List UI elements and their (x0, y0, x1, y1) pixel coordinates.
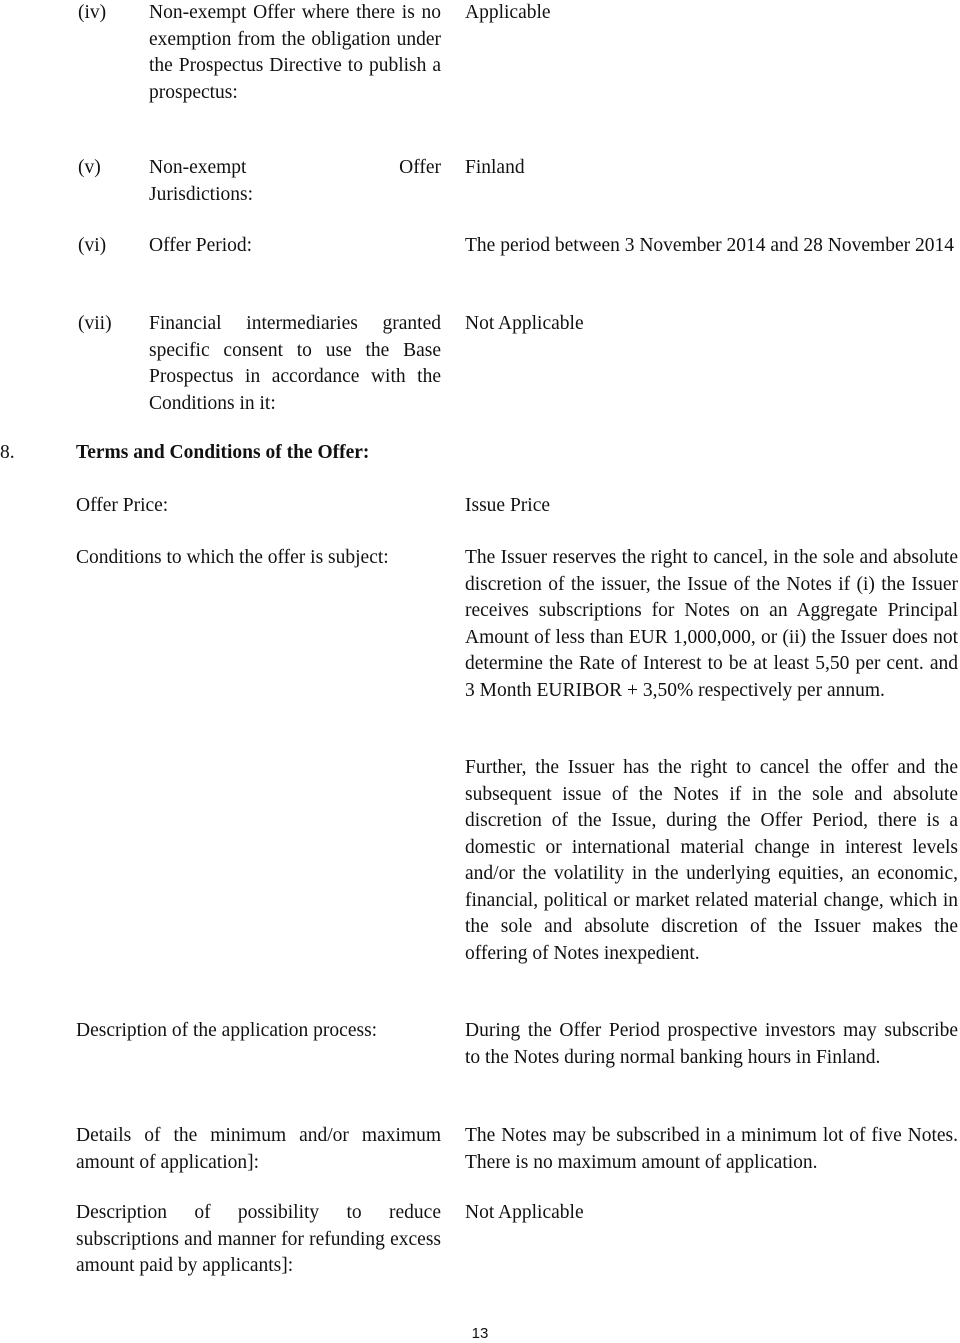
item-value: The period between 3 November 2014 and 28 November 2014 (465, 235, 954, 256)
term-label: Details of the minimum and/or maximum amount of application]: (76, 1125, 441, 1173)
term-value: Not Applicable (465, 1202, 584, 1223)
section-title: Terms and Conditions of the Offer: (76, 442, 370, 463)
item-value: Not Applicable (465, 313, 584, 334)
item-label-part: Offer (399, 157, 441, 178)
term-label: Conditions to which the offer is subject: (76, 547, 389, 568)
term-label: Description of the application process: (76, 1020, 378, 1041)
page-number: 13 (471, 1325, 489, 1342)
section-heading (0, 440, 369, 467)
term-value-continued: Further, the Issuer has the right to cancel the offer and the subsequent issue of the Notes if in the sole and absolute discretion of the Issue, during the Offer Period, there is a domestic or international material change in interest levels and/or the volatility in the underlying equities, an economic, financial, political or market related material change, which in the sole and absolute discretion of the Issuer makes the offering of Notes inexpedient. (465, 757, 958, 964)
item-number: (vii) (78, 313, 112, 334)
item-number: (v) (78, 157, 101, 178)
term-value: The Issuer reserves the right to cancel, in the sole and absolute discretion of the issuer, the Issue of the Notes if (i) the Issuer receives subscriptions for Notes on an Aggregate Principal Amount of less than EUR 1,000,000, or (ii) the Issuer does not determine the Rate of Interest to be at least 5,50 per cent. and 3 Month EURIBOR + 3,50% respectively per annum. (465, 547, 958, 701)
item-value: Finland (465, 157, 525, 178)
term-label: Description of possibility to reduce subscriptions and manner for refunding excess amount paid by applicants]: (76, 1202, 441, 1276)
item-label: Non-exempt Offer where there is no exemption from the obligation under the Prospectus Directive to publish a prospectus: (149, 2, 441, 103)
item-number: (iv) (78, 2, 107, 23)
section-number: 8. (0, 442, 15, 463)
term-value: The Notes may be subscribed in a minimum lot of five Notes. There is no maximum amount of application. (465, 1125, 958, 1173)
item-number: (vi) (78, 235, 107, 256)
item-label-part: Jurisdictions: (149, 183, 254, 205)
item-label: Offer Period: (149, 235, 253, 256)
term-label: Offer Price: (76, 495, 169, 516)
term-value: Issue Price (465, 495, 551, 516)
item-label (149, 155, 441, 208)
term-value: During the Offer Period prospective investors may subscribe to the Notes during normal banking hours in Finland. (465, 1020, 958, 1068)
item-label-part: Non-exempt (149, 157, 247, 178)
item-label: Financial intermediaries granted specific consent to use the Base Prospectus in accordance with the Conditions in it: (149, 313, 441, 414)
item-value: Applicable (465, 2, 551, 23)
